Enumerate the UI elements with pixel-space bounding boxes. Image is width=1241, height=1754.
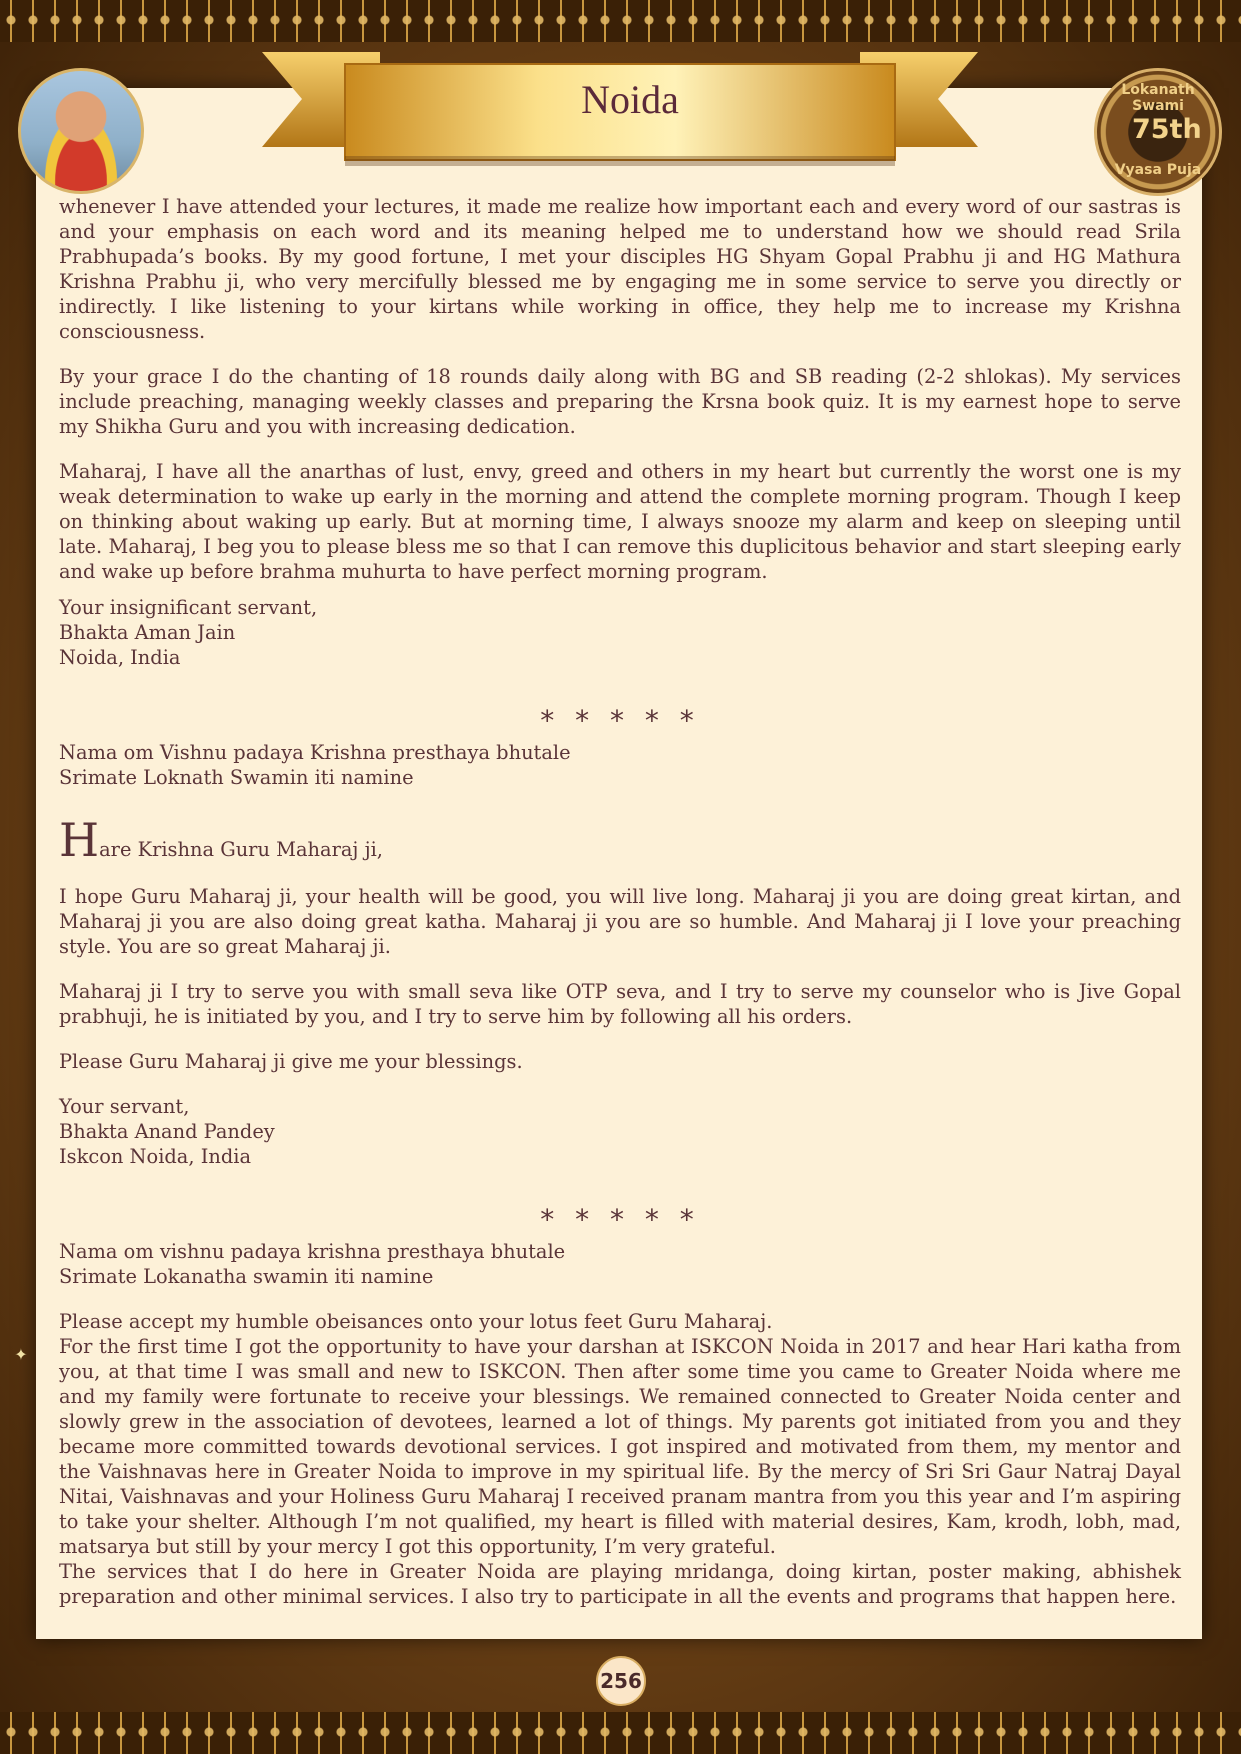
letter-2-paragraph: I hope Guru Maharaj ji, your health will be good, you will live long. Maharaj ji you are doing great kirtan, and Maharaj ji you are also doing great katha. Maharaj ji you are so humble. And Maharaj ji I love your preaching style. You are so great Maharaj ji. [59, 885, 1181, 958]
salutation-drop-cap: H [59, 813, 100, 867]
mantra-line: Nama om vishnu padaya krishna presthaya bhutale [59, 1240, 566, 1263]
top-ornamental-border [0, 0, 1241, 42]
letter-3-paragraph: For the first time I got the opportunity to have your darshan at ISKCON Noida in 2017 and hear Hari katha from you, at that time I was small and new to ISKCON. Then after some time you came to Greater Noida where me and my family were fortunate to receive your blessings. We remained connected to Greater Noida center and slowly grew in the association of devotees, learned a lot of things. My parents got initiated from you and they became more committed towards devotional services. I got inspired and motivated from them, my mentor and the Vaishnavas here in Greater Noida to improve in my spiritual life. By the mercy of Sri Sri Gaur Natraj Dayal Nitai, Vaishnavas and your Holiness Guru Maharaj I received pranam mantra from you this year and I’m aspiring to take your shelter. Although I’m not qualified, my heart is filled with material desires, Kam, krodh, lobh, mad, matsarya but still by your mercy I got this opportunity, I’m very grateful. [59, 1335, 1181, 1558]
bottom-ornamental-border [0, 1712, 1241, 1754]
letter-1-paragraph: Maharaj, I have all the anarthas of lust, envy, greed and others in my heart but currently the worst one is my weak determination to wake up early in the morning and attend the complete morning program. Though I keep on thinking about waking up early. But at morning time, I always snooze my alarm and keep on sleeping until late. Maharaj, I beg you to please bless me so that I can remove this duplicitous behavior and start sleeping early and wake up before brahma muhurta to have perfect morning program. [59, 460, 1181, 583]
mantra-line: Nama om Vishnu padaya Krishna presthaya bhutale [59, 741, 571, 764]
letter-3-paragraph: Please accept my humble obeisances onto your lotus feet Guru Maharaj. [59, 1310, 773, 1333]
letter-1-paragraph: whenever I have attended your lectures, it made me realize how important each and every word of our sastras is and your emphasis on each word and its meaning helped me to understand how we should read Srila Prabhupada’s books. By my good fortune, I met your disciples HG Shyam Gopal Prabhu ji and HG Mathura Krishna Prabhu ji, who very mercifully blessed me by engaging me in some service to serve you directly or indirectly. I like listening to your kirtans while working in office, they help me to increase my Krishna consciousness. [59, 195, 1181, 343]
letter-2-mantra [59, 740, 1181, 790]
sparkle-icon: ✦ [14, 1345, 28, 1364]
section-separator: * * * * * [540, 1203, 700, 1236]
signoff-name: Bhakta Aman Jain [59, 621, 236, 644]
letter-3-mantra [59, 1239, 1181, 1289]
letter-2-paragraph: Maharaj ji I try to serve you with small seva like OTP seva, and I try to serve my counselor who is Jive Gopal prabhuji, he is initiated by you, and I try to serve him by following all his orders. [59, 980, 1181, 1028]
page-content [59, 194, 1181, 1609]
letter-3-paragraph: The services that I do here in Greater Noida are playing mridanga, doing kirtan, poster making, abhishek preparation and other minimal services. I also try to participate in all the events and programs that happen here. [59, 1560, 1181, 1608]
signoff-name: Bhakta Anand Pandey [59, 1120, 275, 1143]
letter-2-salutation [59, 813, 1181, 867]
signoff-line: Your servant, [59, 1095, 190, 1118]
mantra-line: Srimate Loknath Swamin iti namine [59, 766, 414, 789]
letter-1-signoff [59, 595, 1181, 670]
seal-top-text: Lokanath Swami [1121, 82, 1195, 114]
seal-number: 75th [1132, 114, 1202, 145]
guru-portrait-image [18, 68, 144, 194]
signoff-place: Noida, India [59, 646, 181, 669]
salutation-text: are Krishna Guru Maharaj ji, [99, 838, 383, 861]
mantra-line: Srimate Lokanatha swamin iti namine [59, 1265, 434, 1288]
letter-2-paragraph: Please Guru Maharaj ji give me your blessings. [59, 1050, 523, 1073]
page-number: 256 [596, 1656, 646, 1706]
letter-2-signoff [59, 1094, 1181, 1169]
signoff-place: Iskcon Noida, India [59, 1145, 252, 1168]
seal-bottom-text: Vyasa Puja [1114, 162, 1202, 178]
signoff-line: Your insignificant servant, [59, 596, 318, 619]
letter-1-paragraph: By your grace I do the chanting of 18 rounds daily along with BG and SB reading (2-2 shlokas). My services include preaching, managing weekly classes and preparing the Krsna book quiz. It is my earnest hope to serve my Shikha Guru and you with increasing dedication. [59, 365, 1181, 438]
section-separator: * * * * * [540, 704, 700, 737]
page-title: Noida [581, 77, 679, 122]
